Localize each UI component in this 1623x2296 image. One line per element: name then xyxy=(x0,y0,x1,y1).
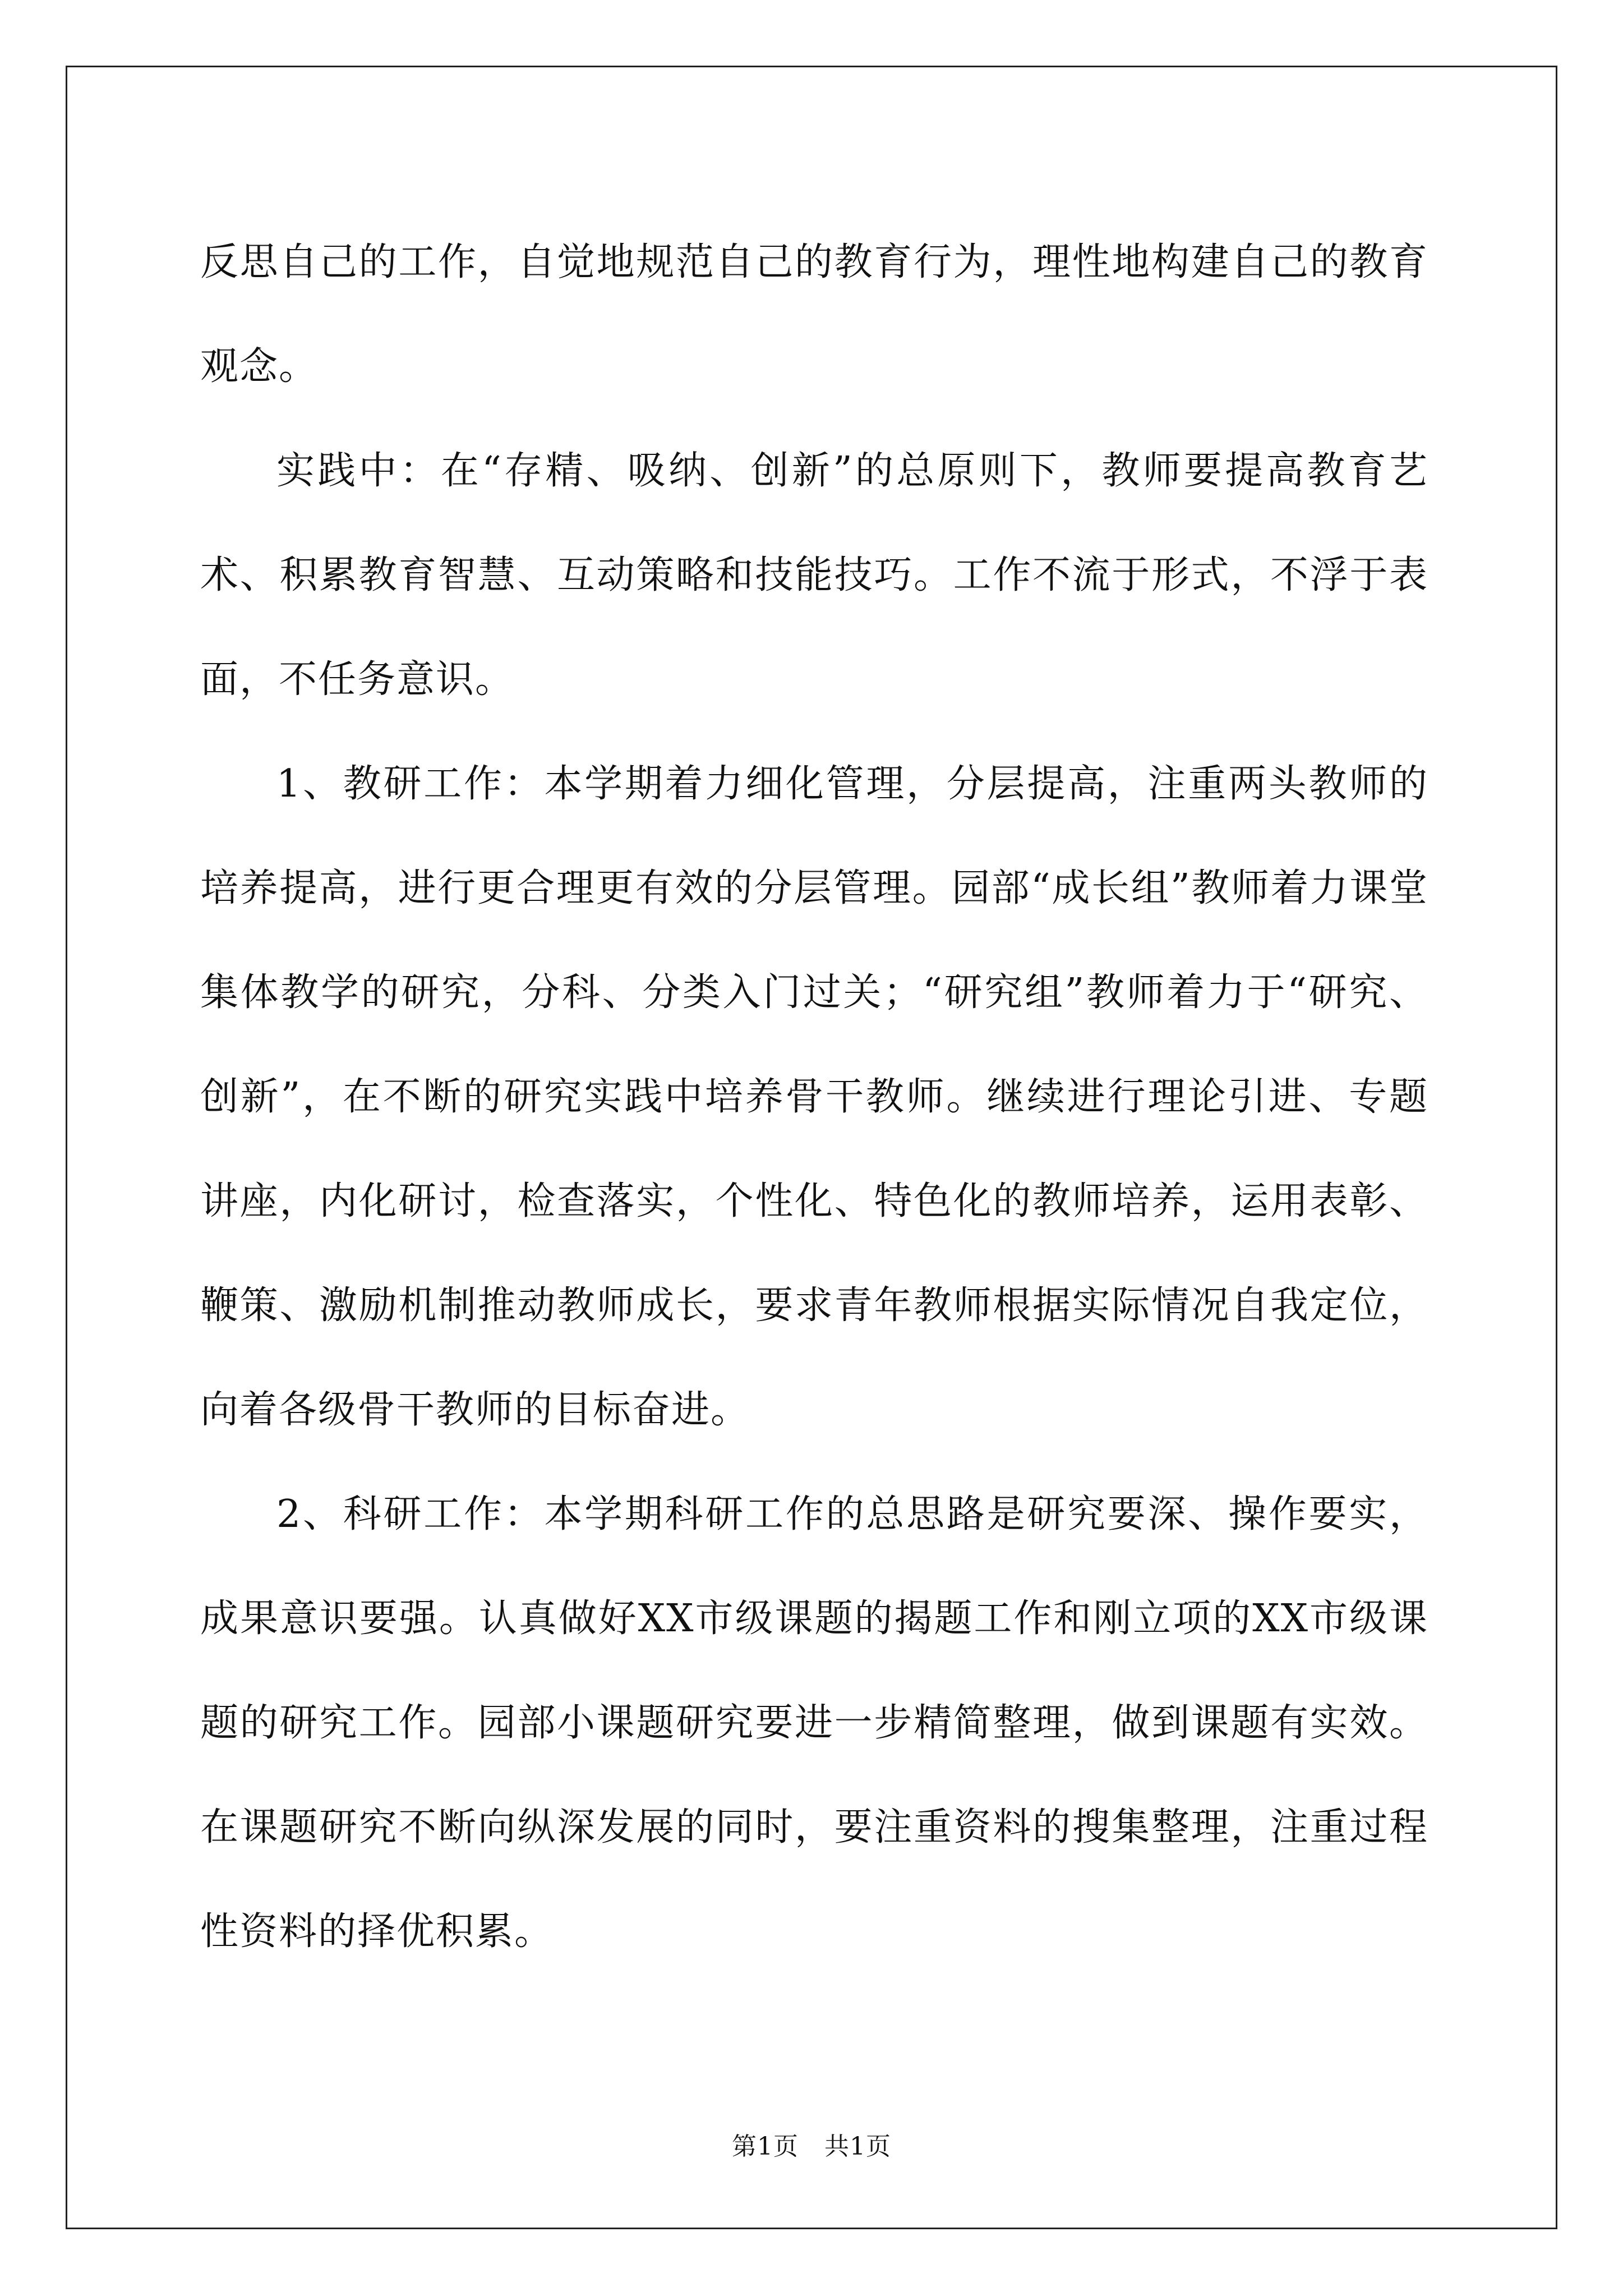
page-footer xyxy=(0,2126,1623,2162)
paragraph-continuation: 反思自己的工作，自觉地规范自己的教育行为，理性地构建自己的教育观念。 xyxy=(200,240,1428,389)
document-body xyxy=(200,210,1428,1984)
page-number: 第1页 xyxy=(732,2132,799,2161)
paragraph-practice: 实践中：在“存精、吸纳、创新”的总原则下，教师要提高教育艺术、积累教育智慧、互动策略和技能技巧。工作不流于形式，不浮于表面，不任务意识。 xyxy=(200,449,1428,702)
paragraph-scientific-research: 2、科研工作：本学期科研工作的总思路是研究要深、操作要实，成果意识要强。认真做好XX市级课题的揭题工作和刚立项的XX市级课题的研究工作。园部小课题研究要进一步精简整理，做到课题有实效。在课题研究不断向纵深发展的同时，要注重资料的搜集整理，注重过程性资料的择优积累。 xyxy=(200,1492,1428,1954)
page-total: 共1页 xyxy=(824,2132,891,2161)
paragraph-teaching-research: 1、教研工作：本学期着力细化管理，分层提高，注重两头教师的培养提高，进行更合理更有效的分层管理。园部“成长组”教师着力课堂集体教学的研究，分科、分类入门过关；“研究组”教师着力于“研究、创新”，在不断的研究实践中培养骨干教师。继续进行理论引进、专题讲座，内化研讨，检查落实，个性化、特色化的教师培养，运用表彰、鞭策、激励机制推动教师成长，要求青年教师根据实际情况自我定位，向着各级骨干教师的目标奋进。 xyxy=(200,762,1428,1432)
